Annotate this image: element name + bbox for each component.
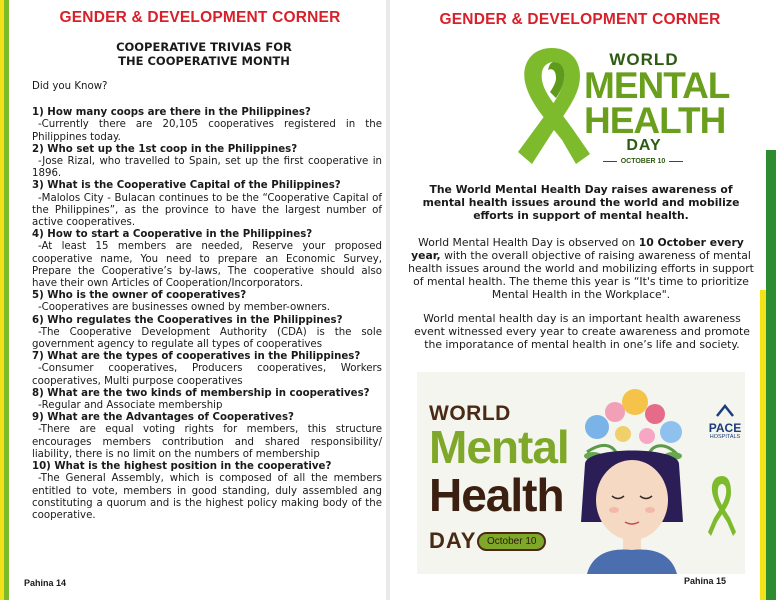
left-page bbox=[22, 0, 386, 600]
logo-mental: MENTAL bbox=[584, 65, 730, 106]
trivia-question: 4) How to start a Cooperative in the Philippines? bbox=[32, 229, 313, 241]
woman-with-flowers-illustration-icon bbox=[557, 372, 707, 574]
qa-item bbox=[32, 388, 382, 412]
qa-item bbox=[32, 315, 382, 352]
logo-health: HEALTH bbox=[584, 100, 726, 141]
trivia-answer: -At least 15 members are needed, Reserve your proposed cooperative name, You need to prepare an Economic Survey, Prepare the Cooperative’s by-laws, The cooperative should also have their own Articles of Cooperation/Incorporators. bbox=[32, 241, 382, 290]
qa-list bbox=[32, 107, 382, 522]
right-edge-yellow-stripe bbox=[760, 290, 766, 600]
trivia-question: 1) How many coops are there in the Philippines? bbox=[32, 107, 311, 119]
trivia-question: 10) What is the highest position in the cooperative? bbox=[32, 461, 332, 473]
right-page-number: Pahina 15 bbox=[684, 576, 727, 586]
banner-day: DAY bbox=[429, 528, 477, 553]
trivia-answer: -Malolos City - Bulacan continues to be the “Cooperative Capital of the Philippines”, as the province to have the largest number of active cooperatives. bbox=[32, 192, 382, 229]
qa-item bbox=[32, 107, 382, 144]
trivia-answer: -Jose Rizal, who travelled to Spain, set up the first cooperative in 1896. bbox=[32, 156, 382, 180]
pace-emblem-icon bbox=[715, 404, 735, 418]
trivia-body bbox=[32, 81, 382, 522]
trivia-question: 9) What are the Advantages of Cooperatives? bbox=[32, 412, 294, 424]
right-page bbox=[402, 0, 758, 600]
trivia-answer: -Currently there are 20,105 cooperatives registered in the Philippines today. bbox=[32, 119, 382, 143]
logo-date-text: OCTOBER 10 bbox=[620, 158, 666, 165]
qa-item bbox=[32, 180, 382, 229]
banner-world: WORLD bbox=[429, 402, 511, 425]
banner-date: October 10 bbox=[477, 532, 546, 551]
left-corner-title: GENDER & DEVELOPMENT CORNER bbox=[59, 9, 341, 26]
logo-world: WORLD bbox=[609, 50, 679, 69]
trivia-title-line2: THE COOPERATIVE MONTH bbox=[118, 54, 290, 68]
para1-end: with the overall objective of raising awareness of mental health issues around the world and mobilizing efforts in support of mental health. The theme this year is “It's time to prioritize Mental Health in the Workplace". bbox=[408, 249, 754, 301]
para1-bold: 10 October every year, bbox=[411, 236, 744, 262]
pace-hospitals-logo bbox=[707, 403, 743, 440]
qa-item bbox=[32, 144, 382, 181]
trivia-title-line1: COOPERATIVE TRIVIAS FOR bbox=[116, 40, 292, 54]
trivia-question: 3) What is the Cooperative Capital of the Philippines? bbox=[32, 180, 341, 192]
para1-start: World Mental Health Day is observed on bbox=[418, 236, 639, 249]
mental-health-paragraph-1 bbox=[408, 236, 754, 301]
qa-item bbox=[32, 351, 382, 388]
trivia-question: 6) Who regulates the Cooperatives in the Philippines? bbox=[32, 314, 343, 326]
trivia-answer: -Regular and Associate membership bbox=[38, 400, 223, 412]
logo-day: DAY bbox=[626, 137, 662, 154]
banner-mental: Mental bbox=[429, 421, 569, 473]
mental-health-paragraph-2: World mental health day is an important health awareness event witnessed every year to create awareness and promote the imporatance of mental health in one’s life and society. bbox=[414, 312, 750, 351]
mental-health-banner bbox=[417, 372, 745, 574]
right-corner-title: GENDER & DEVELOPMENT CORNER bbox=[439, 11, 721, 28]
qa-item bbox=[32, 229, 382, 290]
mental-health-headline: The World Mental Health Day raises awareness of mental health issues around the world and mobilize efforts in support of mental health. bbox=[422, 183, 740, 222]
trivia-title bbox=[22, 40, 386, 68]
trivia-question: 8) What are the two kinds of membership in cooperatives? bbox=[32, 387, 370, 399]
trivia-answer: -The General Assembly, which is composed of all the members entitled to vote, members in good standing, duly assembled ang constituting a quorum and is the highest policy making body of the cooperative. bbox=[32, 473, 382, 521]
trivia-question: 5) Who is the owner of cooperatives? bbox=[32, 290, 247, 302]
qa-item bbox=[32, 290, 382, 314]
qa-item bbox=[32, 412, 382, 461]
trivia-answer: -There are equal voting rights for members, this structure encourages members contribution and shared responsibility/ liability, there is no limit on the numbers of membership bbox=[32, 424, 382, 460]
pace-name: PACE bbox=[708, 421, 742, 435]
trivia-answer: -Cooperatives are businesses owned by member-owners. bbox=[38, 302, 331, 314]
trivia-question: 2) Who set up the 1st coop in the Philippines? bbox=[32, 143, 298, 155]
logo-date bbox=[598, 158, 688, 165]
world-mental-health-day-logo bbox=[502, 40, 730, 175]
left-page-number: Pahina 14 bbox=[24, 578, 67, 588]
trivia-answer: -Consumer cooperatives, Producers cooperatives, Workers cooperatives, Multi purpose cooperatives bbox=[32, 363, 382, 387]
trivia-answer: -The Cooperative Development Authority (CDA) is the sole government agency to regulate all types of cooperatives bbox=[32, 326, 382, 351]
trivia-question: 7) What are the types of cooperatives in the Philippines? bbox=[32, 351, 361, 363]
small-green-ribbon-icon bbox=[707, 472, 737, 542]
banner-health: Health bbox=[429, 469, 564, 521]
left-edge-yellow-stripe bbox=[0, 0, 4, 600]
page-divider bbox=[386, 0, 390, 600]
pace-sub: HOSPITALS bbox=[709, 434, 741, 440]
right-edge-stripe bbox=[766, 150, 776, 600]
trivia-intro: Did you Know? bbox=[32, 81, 108, 92]
qa-item bbox=[32, 461, 382, 522]
